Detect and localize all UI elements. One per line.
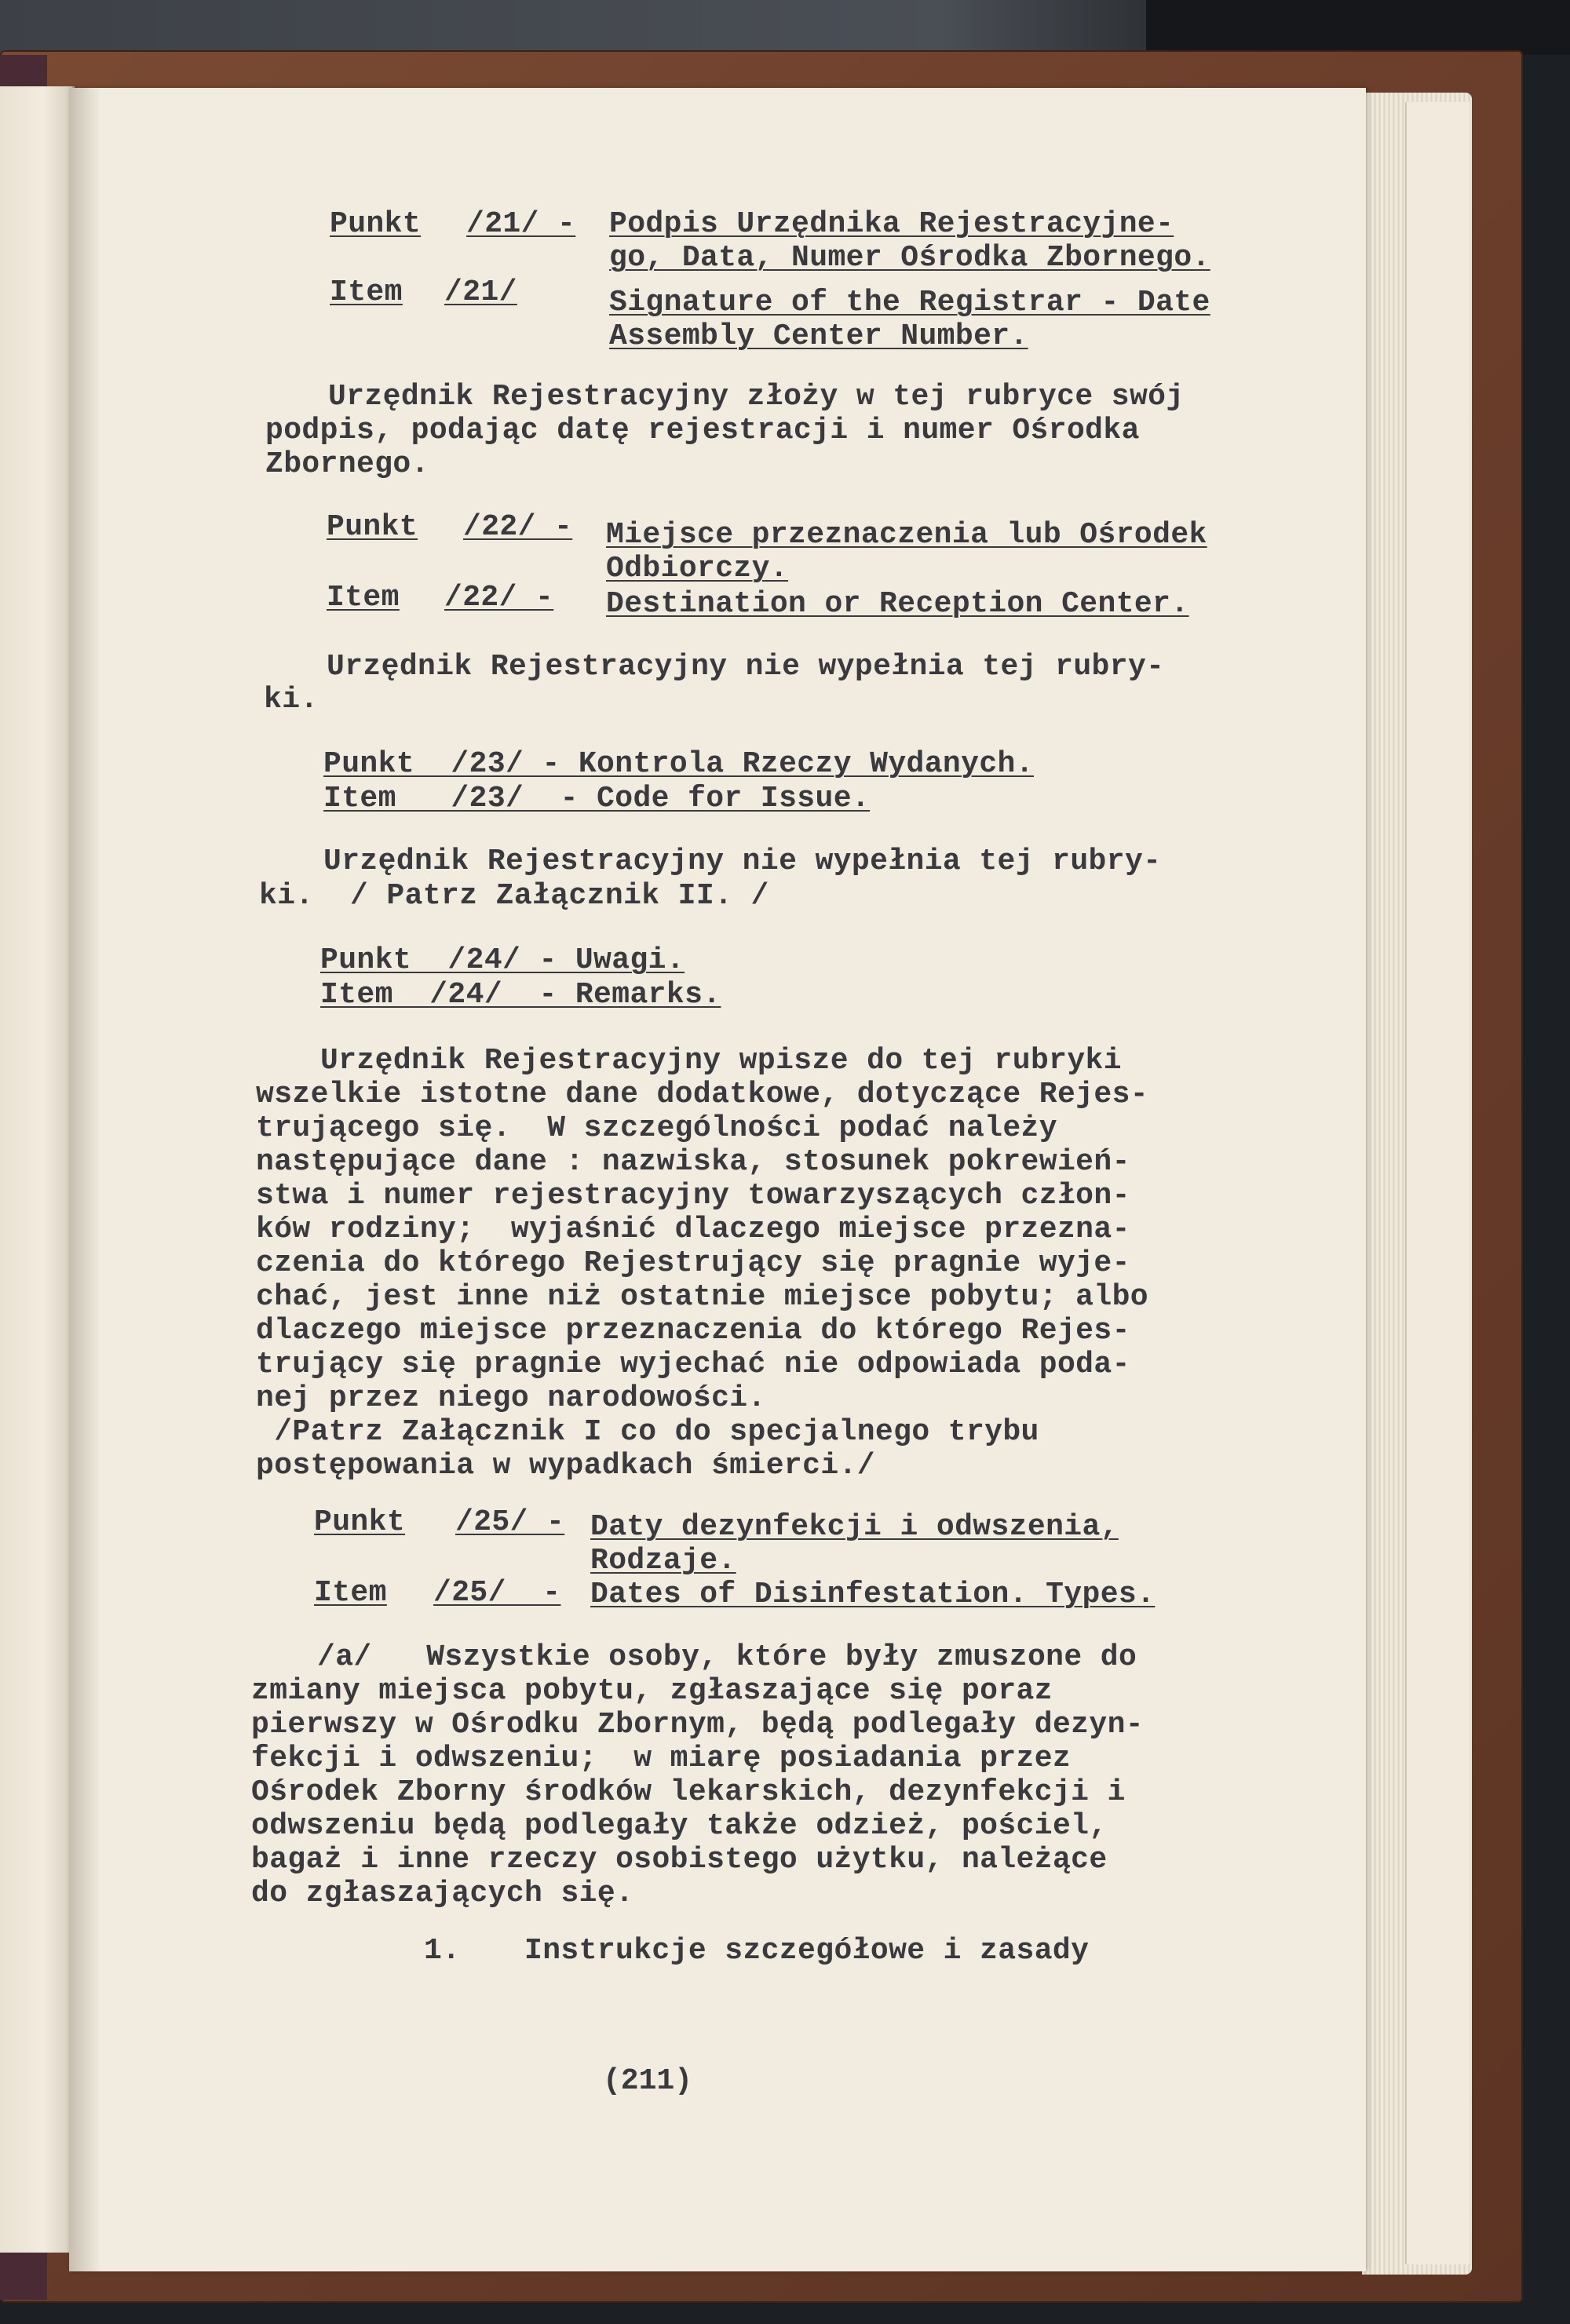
heading-21-punkt-label: Punkt — [330, 207, 422, 241]
heading-21-punkt-number: /21/ - — [466, 207, 576, 241]
heading-25-punkt-label: Punkt — [314, 1505, 406, 1539]
para-24-line: ków rodziny; wyjaśnić dlaczego miejsce przezna- — [256, 1213, 1130, 1246]
heading-22-punkt-title-line2: Odbiorczy. — [606, 552, 789, 586]
subsection-1-number: 1. — [424, 1934, 461, 1968]
para-25-line: pierwszy w Ośrodku Zbornym, będą podlegały dezyn- — [251, 1708, 1144, 1742]
heading-21-item-title-line2: Assembly Center Number. — [609, 319, 1028, 353]
para-24-line: nej przez niego narodowości. — [256, 1381, 766, 1415]
heading-23-punkt: Punkt /23/ - Kontrola Rzeczy Wydanych. — [323, 747, 1034, 781]
para-21-line3: Zbornego. — [265, 447, 429, 481]
para-24-line: następujące dane : nazwiska, stosunek pokrewień- — [256, 1145, 1130, 1179]
page-number: (211) — [603, 2064, 693, 2098]
heading-23-item: Item /23/ - Code for Issue. — [323, 782, 871, 815]
heading-25-punkt-number: /25/ - — [455, 1505, 565, 1539]
heading-21-punkt-title-line1: Podpis Urzędnika Rejestracyjne- — [609, 207, 1174, 241]
para-24-line: wszelkie istotne dane dodatkowe, dotyczące Rejes- — [256, 1078, 1148, 1111]
heading-21-item-number: /21/ — [444, 275, 517, 309]
para-23-line2: ki. / Patrz Załącznik II. / — [259, 879, 769, 913]
gutter-shadow — [69, 88, 100, 2271]
para-24-line: dlaczego miejsce przeznaczenia do którego Rejes- — [256, 1314, 1130, 1348]
page-stack-inner — [1405, 102, 1470, 2264]
heading-22-item-title: Destination or Reception Center. — [606, 587, 1189, 621]
para-22-line1: Urzędnik Rejestracyjny nie wypełnia tej rubry- — [327, 650, 1165, 684]
para-25-line: bagaż i inne rzeczy osobistego użytku, należące — [251, 1843, 1108, 1877]
para-24-line: chać, jest inne niż ostatnie miejsce pobytu; albo — [256, 1280, 1148, 1314]
para-22-line2: ki. — [264, 683, 319, 717]
para-25-line: zmiany miejsca pobytu, zgłaszające się poraz — [251, 1674, 1053, 1708]
heading-25-item-title: Dates of Disinfestation. Types. — [590, 1578, 1156, 1611]
para-24-line: /Patrz Załącznik I co do specjalnego trybu — [256, 1415, 1039, 1449]
subsection-1-text: Instrukcje szczegółowe i zasady — [524, 1934, 1090, 1968]
para-25-line: do zgłaszających się. — [251, 1877, 634, 1910]
para-25-line: Ośrodek Zborny środków lekarskich, dezynfekcji i — [251, 1775, 1126, 1809]
heading-22-punkt-number: /22/ - — [463, 510, 573, 544]
para-24-line: czenia do którego Rejestrujący się pragnie wyje- — [256, 1246, 1130, 1280]
para-25-line: odwszeniu będą podlegały także odzież, pościel, — [251, 1809, 1108, 1843]
heading-25-punkt-title-line2: Rodzaje. — [590, 1544, 736, 1578]
para-24-line: Urzędnik Rejestracyjny wpisze do tej rubryki — [320, 1044, 1122, 1078]
para-21-line2: podpis, podając datę rejestracji i numer Ośrodka — [265, 414, 1140, 447]
heading-22-punkt-label: Punkt — [327, 510, 418, 544]
heading-21-punkt-title-line2: go, Data, Numer Ośrodka Zbornego. — [609, 241, 1210, 275]
heading-24-punkt: Punkt /24/ - Uwagi. — [320, 943, 685, 977]
scanner-edge — [1146, 0, 1570, 55]
heading-24-item: Item /24/ - Remarks. — [320, 978, 721, 1012]
heading-22-item-number: /22/ - — [444, 581, 554, 615]
para-24-line: trującego się. W szczególności podać należy — [256, 1111, 1057, 1145]
para-24-line: postępowania w wypadkach śmierci./ — [256, 1449, 875, 1483]
para-24-line: stwa i numer rejestracyjny towarzyszących człon- — [256, 1179, 1130, 1213]
heading-25-item-number: /25/ - — [433, 1576, 561, 1610]
para-23-line1: Urzędnik Rejestracyjny nie wypełnia tej rubry- — [323, 845, 1162, 878]
para-25-line: fekcji i odwszeniu; w miarę posiadania przez — [251, 1742, 1072, 1775]
heading-25-item-label: Item — [314, 1576, 387, 1610]
heading-21-item-title-line1: Signature of the Registrar - Date — [609, 286, 1210, 319]
para-25-line: /a/ Wszystkie osoby, które były zmuszone do — [317, 1640, 1137, 1674]
left-page-edge — [0, 86, 75, 2253]
heading-22-item-label: Item — [327, 581, 400, 615]
para-24-line: trujący się pragnie wyjechać nie odpowiada poda- — [256, 1348, 1130, 1381]
heading-25-punkt-title-line1: Daty dezynfekcji i odwszenia, — [590, 1510, 1119, 1544]
heading-22-punkt-title-line1: Miejsce przeznaczenia lub Ośrodek — [606, 518, 1207, 552]
para-21-line1: Urzędnik Rejestracyjny złoży w tej rubryce swój — [328, 380, 1185, 414]
heading-21-item-label: Item — [330, 275, 403, 309]
